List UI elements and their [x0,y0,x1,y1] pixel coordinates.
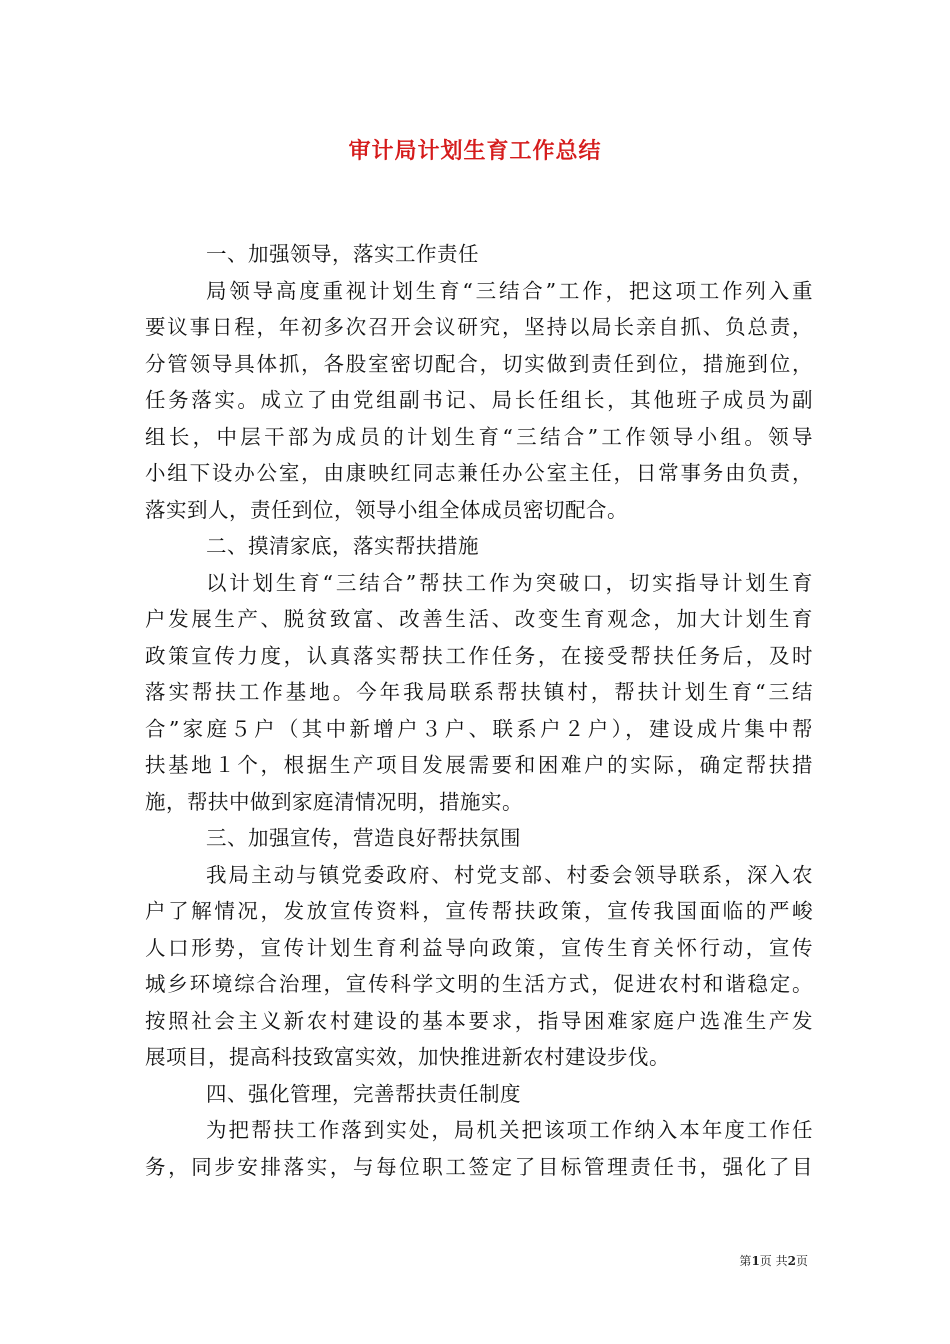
footer-total-pages: 2 [787,1254,796,1268]
page-footer [739,1252,808,1269]
paragraph-line: 户了解情况，发放宣传资料，宣传帮扶政策，宣传我国面临的严峻 [145,899,813,923]
paragraph-line: 局领导高度重视计划生育“三结合”工作，把这项工作列入重 [206,278,813,303]
document-body [145,236,813,1185]
paragraph-line: 任务落实。成立了由党组副书记、局长任组长，其他班子成员为副 [145,388,813,412]
section-heading: 二、摸清家底，落实帮扶措施 [206,534,479,558]
paragraph-line: 要议事日程，年初多次召开会议研究，坚持以局长亲自抓、负总责， [145,315,813,339]
paragraph-line: 组长，中层干部为成员的计划生育“三结合”工作领导小组。领导 [145,424,813,449]
paragraph-line: 按照社会主义新农村建设的基本要求，指导困难家庭户选准生产发 [145,1008,813,1033]
section-heading: 四、强化管理，完善帮扶责任制度 [206,1081,521,1106]
paragraph-line: 户发展生产、脱贫致富、改善生活、改变生育观念，加大计划生育 [145,607,813,631]
paragraph-line: 分管领导具体抓，各股室密切配合，切实做到责任到位，措施到位， [145,351,813,376]
footer-prefix: 第 [739,1254,752,1268]
paragraph-line: 以计划生育“三结合”帮扶工作为突破口，切实指导计划生育 [206,570,813,595]
paragraph-line: 为把帮扶工作落到实处，局机关把该项工作纳入本年度工作任 [206,1118,813,1142]
page-title: 审计局计划生育工作总结 [348,138,602,164]
paragraph-line: 政策宣传力度，认真落实帮扶工作任务，在接受帮扶任务后，及时 [145,643,813,668]
paragraph-line: 合”家庭５户（其中新增户３户、联系户２户），建设成片集中帮 [145,716,813,741]
paragraph-line: 展项目，提高科技致富实效，加快推进新农村建设步伐。 [145,1045,670,1069]
paragraph-line: 扶基地１个，根据生产项目发展需要和困难户的实际，确定帮扶措 [145,753,813,777]
paragraph-line: 务，同步安排落实，与每位职工签定了目标管理责任书，强化了目 [145,1154,813,1179]
paragraph-line: 城乡环境综合治理，宣传科学文明的生活方式，促进农村和谐稳定。 [145,972,813,996]
footer-current-page: 1 [751,1254,760,1268]
footer-middle: 页 共 [759,1254,788,1268]
footer-suffix: 页 [795,1254,808,1268]
paragraph-line: 人口形势，宣传计划生育利益导向政策，宣传生育关怀行动，宣传 [145,935,813,960]
paragraph-line: 施，帮扶中做到家庭清情况明，措施实。 [145,789,523,814]
paragraph-line: 我局主动与镇党委政府、村党支部、村委会领导联系，深入农 [206,862,813,887]
paragraph-line: 小组下设办公室，由康映红同志兼任办公室主任，日常事务由负责， [145,461,813,485]
section-heading: 三、加强宣传，营造良好帮扶氛围 [206,826,521,850]
paragraph-line: 落实帮扶工作基地。今年我局联系帮扶镇村，帮扶计划生育“三结 [145,680,813,704]
paragraph-line: 落实到人，责任到位，领导小组全体成员密切配合。 [145,497,628,522]
section-heading: 一、加强领导，落实工作责任 [206,242,479,266]
